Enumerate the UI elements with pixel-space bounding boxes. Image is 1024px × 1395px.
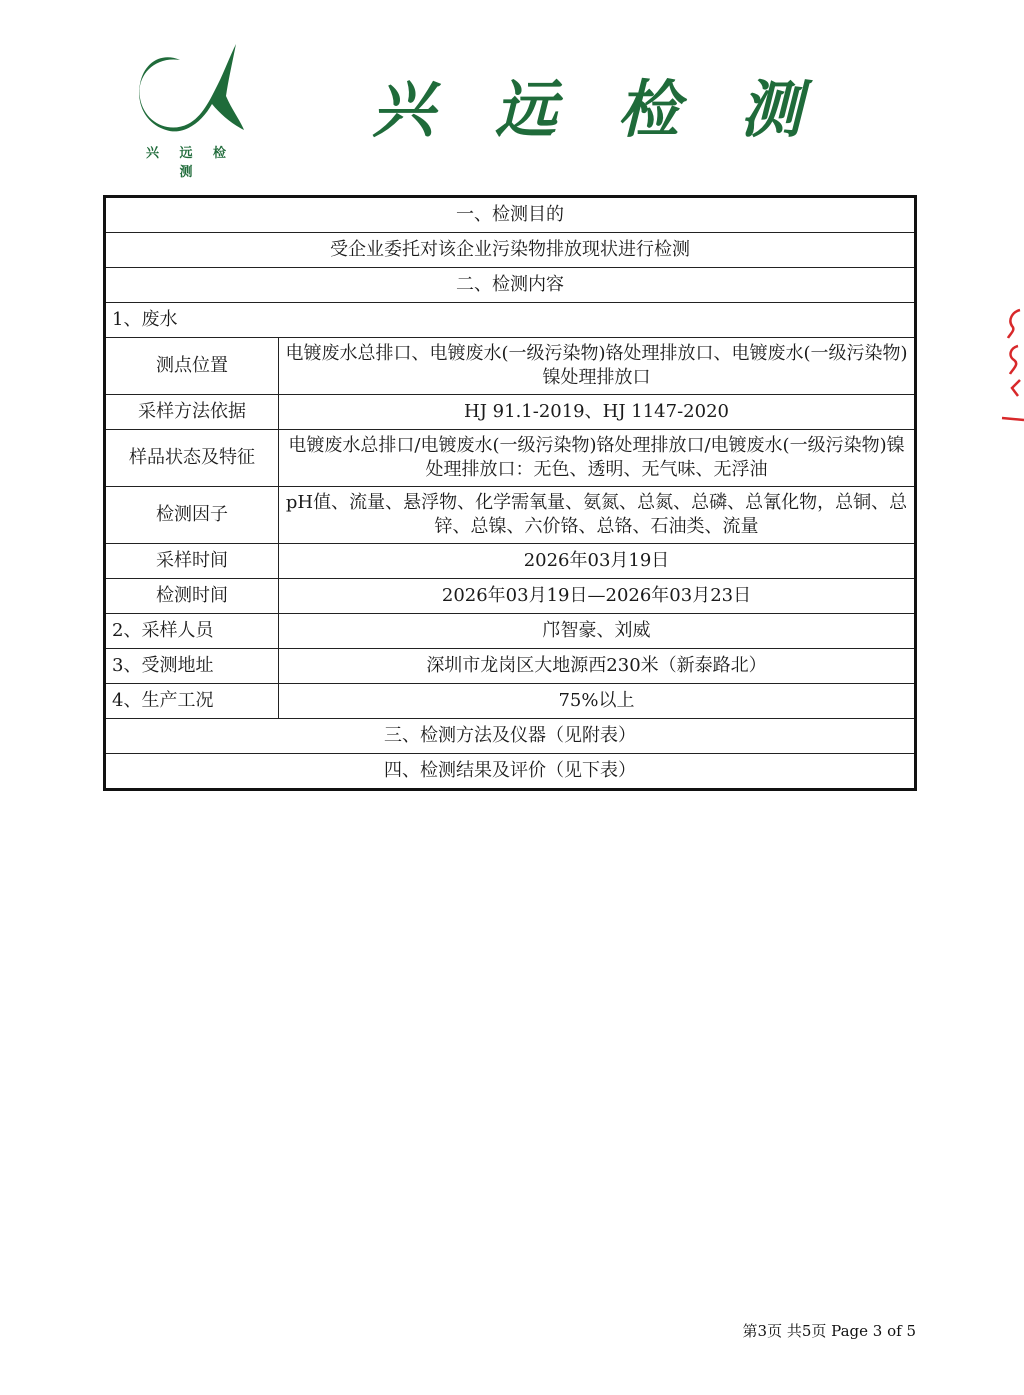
section-title-content: 二、检测内容 bbox=[105, 268, 916, 303]
production-label: 4、生产工况 bbox=[105, 684, 279, 719]
logo-mark-icon bbox=[132, 38, 248, 142]
brand-char: 远 bbox=[494, 73, 557, 146]
brand-char: 测 bbox=[739, 73, 802, 146]
address-label: 3、受测地址 bbox=[105, 649, 279, 684]
brand-char: 兴 bbox=[372, 73, 435, 146]
row-label: 样品状态及特征 bbox=[105, 430, 279, 487]
table-row bbox=[105, 395, 916, 430]
table-row bbox=[105, 649, 916, 684]
row-label: 采样时间 bbox=[105, 544, 279, 579]
sampler-label: 2、采样人员 bbox=[105, 614, 279, 649]
row-value: 2026年03月19日—2026年03月23日 bbox=[279, 579, 916, 614]
row-value: 电镀废水总排口、电镀废水(一级污染物)铬处理排放口、电镀废水(一级污染物)镍处理排放口 bbox=[279, 338, 916, 395]
address-value: 深圳市龙岗区大地源西230米（新泰路北） bbox=[279, 649, 916, 684]
table-row bbox=[105, 338, 916, 395]
section-title-purpose: 一、检测目的 bbox=[105, 197, 916, 233]
row-value: HJ 91.1-2019、HJ 1147-2020 bbox=[279, 395, 916, 430]
wastewater-title: 1、废水 bbox=[105, 303, 916, 338]
company-logo bbox=[132, 38, 248, 180]
row-value: 电镀废水总排口/电镀废水(一级污染物)铬处理排放口/电镀废水(一级污染物)镍处理排放口：无色、透明、无气味、无浮油 bbox=[279, 430, 916, 487]
seal-stamp-fragment bbox=[998, 300, 1024, 430]
table-row bbox=[105, 544, 916, 579]
section-title-results: 四、检测结果及评价（见下表） bbox=[105, 754, 916, 790]
row-value: pH值、流量、悬浮物、化学需氧量、氨氮、总氮、总磷、总氰化物，总铜、总锌、总镍、六价铬、总铬、石油类、流量 bbox=[279, 487, 916, 544]
page-footer: 第3页 共5页 Page 3 of 5 bbox=[742, 1322, 916, 1340]
sampler-value: 邝智豪、刘威 bbox=[279, 614, 916, 649]
section-title-methods: 三、检测方法及仪器（见附表） bbox=[105, 719, 916, 754]
production-value: 75%以上 bbox=[279, 684, 916, 719]
logo-caption: 兴 远 检 测 bbox=[145, 146, 235, 180]
table-row bbox=[105, 579, 916, 614]
table-row bbox=[105, 614, 916, 649]
row-value: 2026年03月19日 bbox=[279, 544, 916, 579]
report-table bbox=[103, 195, 917, 791]
brand-title bbox=[372, 60, 802, 149]
row-label: 采样方法依据 bbox=[105, 395, 279, 430]
brand-char: 检 bbox=[617, 73, 680, 146]
row-label: 检测时间 bbox=[105, 579, 279, 614]
table-row bbox=[105, 684, 916, 719]
table-row bbox=[105, 430, 916, 487]
row-label: 测点位置 bbox=[105, 338, 279, 395]
table-row bbox=[105, 487, 916, 544]
purpose-text: 受企业委托对该企业污染物排放现状进行检测 bbox=[105, 233, 916, 268]
row-label: 检测因子 bbox=[105, 487, 279, 544]
